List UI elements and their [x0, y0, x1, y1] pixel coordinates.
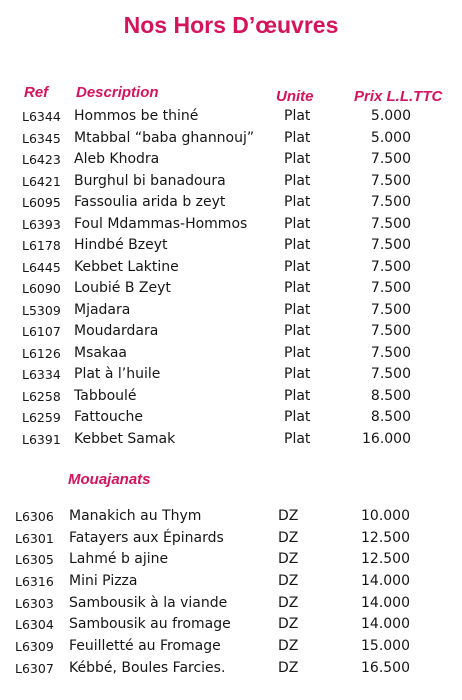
item-description: Kebbet Samak [74, 430, 176, 447]
item-unit: DZ [278, 616, 299, 633]
item-price: 15.000 [361, 638, 410, 655]
item-price: 16.500 [361, 659, 410, 676]
item-description: Hommos be thiné [74, 108, 199, 124]
item-unit: Plat [284, 301, 311, 318]
menu-row [0, 386, 462, 408]
menu-row [0, 658, 462, 680]
menu-row [0, 214, 462, 236]
item-price: 7.500 [370, 366, 411, 382]
item-ref: L6258 [22, 388, 61, 404]
item-ref: L6316 [15, 574, 54, 590]
item-unit: DZ [278, 659, 299, 676]
item-ref: L6090 [22, 281, 61, 296]
menu-row [0, 528, 462, 550]
item-price: 8.500 [370, 409, 411, 425]
item-unit: DZ [278, 529, 299, 546]
item-description: Burghul bi banadoura [74, 172, 226, 189]
item-ref: L6391 [22, 431, 61, 447]
item-ref: L6095 [22, 195, 61, 210]
header-price: Prix L.L.TTC [354, 88, 443, 105]
item-price: 7.500 [370, 194, 411, 210]
item-price: 7.500 [370, 237, 411, 253]
item-unit: DZ [278, 594, 299, 611]
menu-row [0, 171, 462, 193]
item-description: Lahmé b ajine [69, 551, 169, 568]
item-description: Msakaa [74, 344, 127, 361]
item-ref: L6107 [22, 324, 61, 339]
item-description: Hindbé Bzeyt [74, 237, 168, 253]
item-price: 7.500 [370, 172, 411, 189]
item-description: Loubié B Zeyt [74, 280, 171, 296]
section-title-mouajanats: Mouajanats [68, 471, 151, 488]
item-price: 7.500 [370, 301, 411, 318]
item-description: Tabboulé [74, 387, 137, 404]
menu-row [0, 300, 462, 322]
item-unit: Plat [284, 323, 311, 339]
item-ref: L6421 [22, 173, 61, 189]
item-ref: L6259 [22, 410, 61, 425]
item-unit: Plat [284, 430, 311, 447]
item-ref: L6303 [15, 595, 54, 611]
item-ref: L6126 [22, 345, 61, 361]
item-description: Fattouche [74, 409, 143, 425]
item-price: 5.000 [370, 129, 411, 146]
mouajanats-list [0, 506, 462, 680]
menu-row [0, 636, 462, 658]
menu-row [0, 506, 462, 528]
item-unit: Plat [284, 194, 311, 210]
item-ref: L6306 [15, 509, 54, 524]
item-ref: L6344 [22, 109, 61, 124]
item-unit: Plat [284, 108, 311, 124]
item-unit: Plat [284, 387, 311, 404]
item-price: 8.500 [370, 387, 411, 404]
menu-row [0, 549, 462, 571]
menu-row [0, 278, 462, 300]
item-unit: Plat [284, 280, 311, 296]
item-description: Mini Pizza [69, 573, 138, 590]
item-ref: L6304 [15, 617, 54, 633]
item-price: 14.000 [361, 616, 410, 633]
item-description: Foul Mdammas-Hommos [74, 215, 248, 232]
menu-row [0, 192, 462, 214]
item-unit: Plat [284, 344, 311, 361]
item-unit: Plat [284, 129, 311, 146]
item-description: Sambousik au fromage [69, 616, 231, 633]
menu-row [0, 149, 462, 171]
item-description: Plat à l’huile [74, 366, 161, 382]
item-ref: L6393 [22, 216, 61, 232]
item-price: 7.500 [370, 344, 411, 361]
menu-row [0, 593, 462, 615]
item-unit: DZ [278, 573, 299, 590]
item-description: Fatayers aux Épinards [69, 529, 224, 546]
item-unit: Plat [284, 172, 311, 189]
menu-row [0, 106, 462, 128]
item-price: 12.500 [361, 551, 410, 568]
item-unit: DZ [278, 638, 299, 655]
menu-row [0, 429, 462, 451]
item-unit: Plat [284, 237, 311, 253]
menu-row [0, 343, 462, 365]
item-unit: Plat [284, 258, 311, 275]
menu-row [0, 407, 462, 429]
item-unit: Plat [284, 409, 311, 425]
item-ref: L6305 [15, 552, 54, 568]
item-price: 7.500 [370, 258, 411, 275]
item-price: 7.500 [370, 323, 411, 339]
item-ref: L6334 [22, 367, 61, 382]
item-ref: L6301 [15, 530, 54, 546]
item-ref: L6345 [22, 130, 61, 146]
item-description: Fassoulia arida b zeyt [74, 194, 226, 210]
item-description: Mtabbal “baba ghannouj” [74, 129, 255, 146]
item-description: Aleb Khodra [74, 151, 160, 167]
item-unit: Plat [284, 151, 311, 167]
header-unit: Unite [276, 88, 314, 105]
menu-row [0, 321, 462, 343]
hors-doeuvres-list [0, 106, 462, 450]
item-description: Moudardara [74, 323, 159, 339]
item-unit: Plat [284, 215, 311, 232]
menu-row [0, 364, 462, 386]
item-price: 7.500 [370, 215, 411, 232]
item-unit: DZ [278, 551, 299, 568]
item-ref: L5309 [22, 302, 61, 318]
item-price: 14.000 [361, 594, 410, 611]
item-ref: L6445 [22, 259, 61, 275]
item-description: Manakich au Thym [69, 508, 202, 524]
menu-row [0, 235, 462, 257]
item-ref: L6178 [22, 238, 61, 253]
page-title: Nos Hors D’œuvres [123, 12, 339, 38]
item-ref: L6423 [22, 152, 61, 167]
menu-row [0, 257, 462, 279]
item-unit: DZ [278, 508, 299, 524]
item-description: Kébbé, Boules Farcies. [69, 659, 226, 676]
menu-row [0, 571, 462, 593]
item-description: Feuilletté au Fromage [69, 638, 221, 655]
item-price: 7.500 [370, 280, 411, 296]
header-description: Description [76, 84, 159, 101]
item-ref: L6307 [15, 660, 54, 676]
item-price: 12.500 [361, 529, 410, 546]
menu-row [0, 128, 462, 150]
item-price: 7.500 [370, 151, 411, 167]
item-price: 14.000 [361, 573, 410, 590]
item-price: 5.000 [370, 108, 411, 124]
menu-row [0, 614, 462, 636]
header-ref: Ref [24, 84, 49, 101]
item-unit: Plat [284, 366, 311, 382]
item-description: Mjadara [74, 301, 131, 318]
item-description: Kebbet Laktine [74, 258, 179, 275]
item-description: Sambousik à la viande [69, 594, 228, 611]
item-price: 10.000 [361, 508, 410, 524]
item-ref: L6309 [15, 639, 54, 655]
item-price: 16.000 [362, 430, 411, 447]
